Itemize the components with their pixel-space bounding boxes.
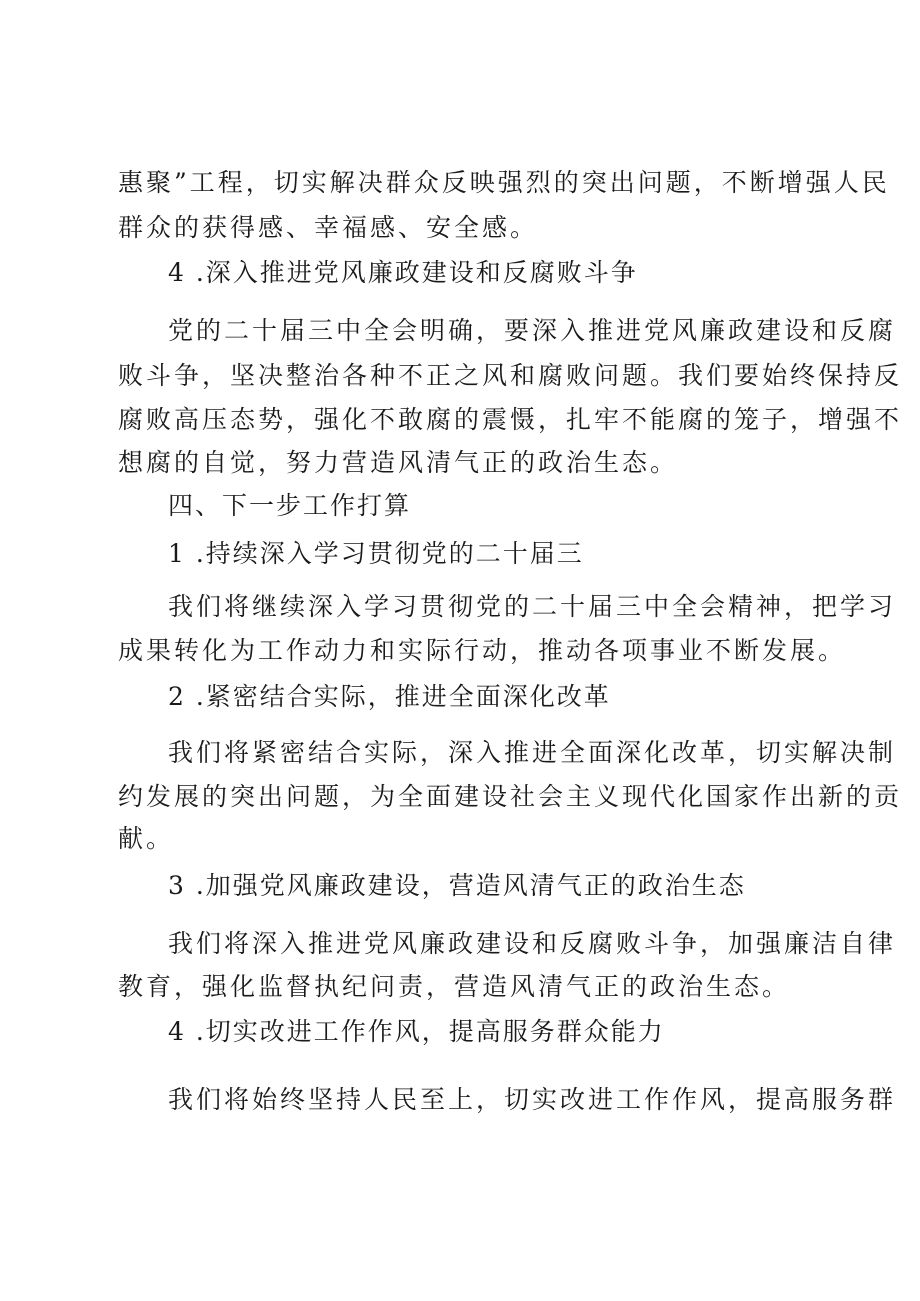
- chapter-heading: 四、下一步工作打算: [168, 491, 412, 520]
- section-heading: 3 .加强党风廉政建设，营造风清气正的政治生态: [168, 871, 746, 900]
- paragraph-line: 惠聚”工程，切实解决群众反映强烈的突出问题，不断增强人民: [118, 168, 890, 197]
- section-heading: 1 .持续深入学习贯彻党的二十届三: [168, 539, 584, 568]
- paragraph-line: 群众的获得感、幸福感、安全感。: [118, 213, 539, 242]
- paragraph-line: 献。: [118, 824, 175, 853]
- paragraph-line: 成果转化为工作动力和实际行动，推动各项事业不断发展。: [118, 636, 847, 665]
- section-heading: 2 .紧密结合实际，推进全面深化改革: [168, 682, 611, 711]
- paragraph-line: 我们将紧密结合实际，深入推进全面深化改革，切实解决制: [168, 738, 897, 767]
- paragraph-line: 腐败高压态势，强化不敢腐的震慑，扎牢不能腐的笼子，增强不: [118, 405, 903, 434]
- paragraph-line: 我们将继续深入学习贯彻党的二十届三中全会精神，把学习: [168, 592, 897, 621]
- paragraph-line: 约发展的突出问题，为全面建设社会主义现代化国家作出新的贡: [118, 782, 903, 811]
- section-heading: 4 .深入推进党风廉政建设和反腐败斗争: [168, 258, 638, 287]
- section-heading: 4 .切实改进工作作风，提高服务群众能力: [168, 1017, 665, 1046]
- paragraph-line: 我们将深入推进党风廉政建设和反腐败斗争，加强廉洁自律: [168, 929, 897, 958]
- paragraph-line: 想腐的自觉，努力营造风清气正的政治生态。: [118, 448, 679, 477]
- paragraph-line: 党的二十届三中全会明确，要深入推进党风廉政建设和反腐: [168, 316, 897, 345]
- paragraph-line: 教育，强化监督执纪问责，营造风清气正的政治生态。: [118, 972, 791, 1001]
- paragraph-line: 败斗争，坚决整治各种不正之风和腐败问题。我们要始终保持反: [118, 361, 903, 390]
- paragraph-line: 我们将始终坚持人民至上，切实改进工作作风，提高服务群: [168, 1085, 897, 1114]
